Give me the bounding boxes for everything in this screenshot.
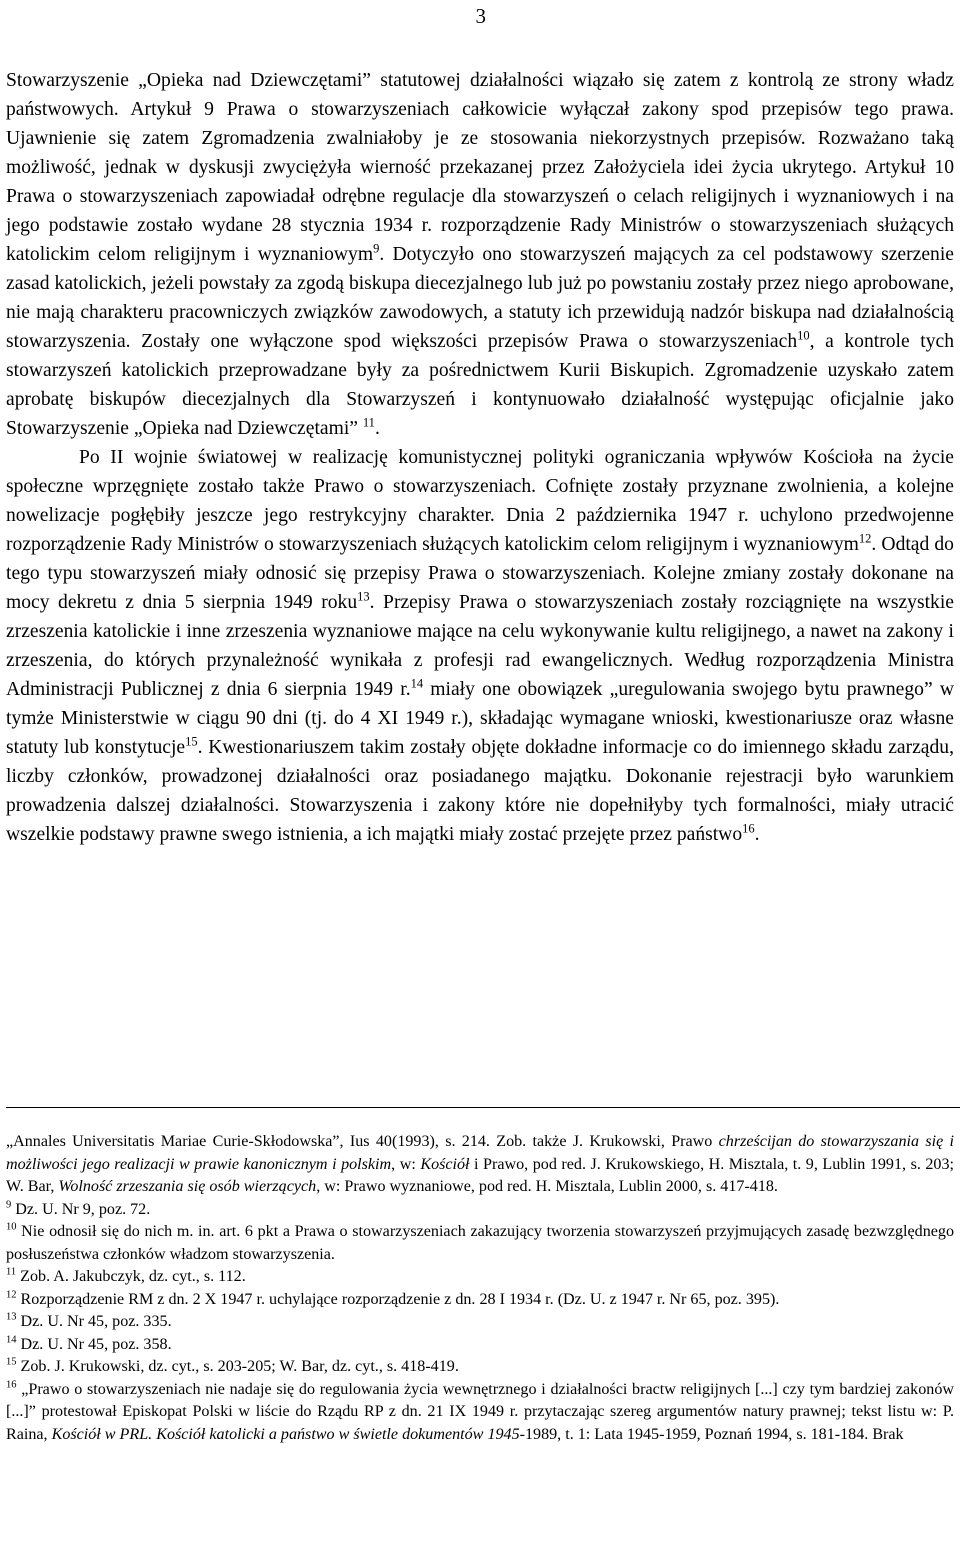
italic-title: chrześcijan do stowarzyszania się i możliwości jego realizacji w prawie kanonicznym i polskim: [6, 1133, 954, 1173]
text-span: Artykuł 10 Prawa o stowarzyszeniach zapowiadał odrębne regulacje dla stowarzyszeń o celach religijnych i wyznaniowych i na jego podstawie zostało wydane 28 stycznia 1934 r. rozporządzenie Rady Ministrów o stowarzyszeniach służących katolickim celom religijnym i wyznaniowym: [6, 157, 954, 265]
footnote-text: Zob. J. Krukowski, dz. cyt., s. 203-205; W. Bar, dz. cyt., s. 418-419.: [16, 1358, 459, 1375]
text-span: Stowarzyszenie „Opieka nad Dziewczętami” statutowej działalności wiązało się zatem z kontrolą ze strony władz państwowych.: [6, 70, 954, 120]
footnote-12: [6, 1289, 954, 1312]
footnote-ref-13[interactable]: 13: [357, 589, 370, 604]
text-span: Rozważano taką możliwość, jednak w dyskusji zwyciężyła wierność przekazanej przez Założyciela idei życia ukrytego.: [6, 128, 954, 178]
text-span: . Kwestionariuszem takim zostały objęte dokładne informacje co do imiennego składu zarządu, liczby członków, prowadzonej działalności oraz posiadanego majątku. Dokonanie rejestracji było warunkiem prowadzenia dalszej działalności. Stowarzyszenia i zakony które nie dopełniłyby tych formalności, miały utracić wszelkie podstawy prawne swego istnienia, a ich majątki miały zostać przejęte przez państwo: [6, 737, 954, 845]
footnote-text: Dz. U. Nr 45, poz. 358.: [16, 1335, 172, 1353]
footnote-16: [6, 1379, 954, 1447]
text-span: . Przepisy Prawa o stowarzyszeniach zostały rozciągnięte na wszystkie zrzeszenia katolickie i inne zrzeszenia wyznaniowe mające na celu wykonywanie kultu religijnego, a nawet na zakony i zrzeszenia, do których przynależność wynikała z profesji rad ewangelicznych. Według rozporządzenia Ministra Administracji Publicznej z dnia 6 sierpnia 1949 r.: [6, 592, 954, 700]
page-number: 3: [475, 4, 486, 28]
italic-title: Kościół w PRL. Kościół katolicki a państwo w świetle dokumentów 1945: [51, 1425, 520, 1443]
footnote-number: 14: [6, 1334, 17, 1346]
footnote-ref-15[interactable]: 15: [185, 734, 198, 749]
footnote-ref-14[interactable]: 14: [410, 676, 424, 691]
footnote-13: [6, 1311, 954, 1334]
text-span: Artykuł 9 Prawa o stowarzyszeniach całkowicie wyłączał zakony spod przepisów tego prawa.: [130, 99, 954, 120]
footnote-number: 9: [6, 1199, 12, 1211]
footnote-text: Dz. U. Nr 45, poz. 335.: [16, 1313, 172, 1330]
footnotes: [6, 1131, 954, 1446]
footnote-text: -1989, t. 1: Lata 1945-1959, Poznań 1994, s. 181-184. Brak: [519, 1425, 904, 1443]
main-text: [6, 66, 954, 849]
footnote-number: 12: [6, 1289, 17, 1301]
text-span: .: [374, 418, 380, 439]
text-span: , a kontrole tych stowarzyszeń katolickich przeprowadzane były za pośrednictwem Kurii Biskupich. Zgromadzenie uzyskało zatem aprobatę biskupów diecezjalnych dla Stowarzyszeń i kontynuowało działalność występując oficjalnie jako Stowarzyszenie „Opieka nad Dziewczętami”: [6, 331, 954, 439]
text-span: , w:: [391, 1155, 421, 1173]
footnote-number: 15: [6, 1356, 17, 1368]
footnote-11: [6, 1266, 954, 1289]
italic-title: Kościół: [420, 1155, 470, 1173]
text-span: . Odtąd do tego typu stowarzyszeń miały odnosić się przepisy Prawa o stowarzyszeniach. Kolejne zmiany zostały dokonane na mocy dekretu z dnia 5 sierpnia 1949 roku: [6, 534, 954, 613]
footnote-text: Nie odnosił się do nich m. in. art. 6 pkt a Prawa o stowarzyszeniach zakazujący tworzenia stowarzyszeń przyjmujących zasadę bezwzględnego posłuszeństwa członków władzom stowarzyszenia.: [6, 1223, 954, 1263]
footnote-number: 16: [6, 1379, 17, 1391]
text-span: , w: Prawo wyznaniowe, pod red. H. Misztala, Lublin 2000, s. 417-418.: [316, 1178, 778, 1195]
footnote-8-continuation: [6, 1131, 954, 1199]
footnote-ref-10[interactable]: 10: [797, 328, 810, 343]
text-span: Ujawnienie się zatem Zgromadzenia zwalniałoby je ze stosowania niekorzystnych przepisów.: [6, 128, 806, 149]
text-span: „Annales Universitatis Mariae Curie-Skłodowska”, Ius 40(1993), s. 214. Zob. także J. Krukowski, Prawo: [6, 1133, 719, 1150]
footnote-number: 13: [6, 1311, 17, 1323]
text-span: . Dotyczyło ono stowarzyszeń mających za cel podstawowy szerzenie zasad katolickich, jeżeli powstały za zgodą biskupa diecezjalnego lub już po powstaniu zostały przez niego aprobowane, nie mają charakteru pracowniczych związków zawodowych, a statuty ich przewidują nadzór biskupa nad działalnością stowarzyszenia. Zostały one wyłączone spod większości przepisów Prawa o stowarzyszeniach: [6, 244, 954, 352]
text-span: i Prawo, pod red. J. Krukowskiego, H. Misztala, t. 9, Lublin 1991, s. 203; W. Bar,: [6, 1155, 954, 1195]
footnote-15: [6, 1356, 954, 1379]
footnote-ref-12[interactable]: 12: [858, 531, 872, 546]
footnote-separator: [6, 1107, 960, 1108]
italic-title: Wolność zrzeszania się osób wierzących: [58, 1178, 317, 1195]
text-span: Po II wojnie światowej w realizację komunistycznej polityki ograniczania wpływów Kościoła na życie społeczne wprzęgnięte zostało także Prawo o stowarzyszeniach. Cofnięte zostały przyznane zwolnienia, a kolejne nowelizacje pogłębiły jeszcze jego restrykcyjny charakter. Dnia 2 października 1947 r. uchylono przedwojenne rozporządzenie Rady Ministrów o stowarzyszeniach służących katolickim celom religijnym i wyznaniowym: [6, 447, 954, 555]
paragraph-1: [6, 66, 954, 443]
footnote-text: „Prawo o stowarzyszeniach nie nadaje się do regulowania życia wewnętrznego i działalności bractw religijnych [...] czy tym bardziej zakonów [...]” protestował Episkopat Polski w liście do Rządu RP z dn. 21 IX 1949 r. przytaczając szereg argumentów natury prawnej; tekst listu w: P. Raina,: [6, 1380, 954, 1443]
footnote-text: Dz. U. Nr 9, poz. 72.: [11, 1200, 151, 1218]
paragraph-2: [6, 443, 954, 849]
footnote-text: Zob. A. Jakubczyk, dz. cyt., s. 112.: [16, 1268, 246, 1285]
footnote-ref-11[interactable]: 11: [362, 415, 375, 430]
text-span: .: [754, 824, 760, 845]
footnote-ref-16[interactable]: 16: [742, 821, 755, 836]
footnote-number: 11: [6, 1266, 17, 1278]
footnote-ref-9[interactable]: 9: [373, 241, 380, 256]
footnote-9: [6, 1199, 954, 1222]
footnote-number: 10: [6, 1221, 17, 1233]
footnote-14: [6, 1334, 954, 1357]
footnote-text: Rozporządzenie RM z dn. 2 X 1947 r. uchylające rozporządzenie z dn. 28 I 1934 r. (Dz. U. z 1947 r. Nr 65, poz. 395).: [16, 1290, 780, 1308]
footnote-10: [6, 1221, 954, 1266]
text-span: miały one obowiązek „uregulowania swojego bytu prawnego” w tymże Ministerstwie w ciągu 90 dni (tj. do 4 XI 1949 r.), składając wymagane wnioski, kwestionariusze oraz własne statuty lub konstytucje: [6, 679, 954, 758]
